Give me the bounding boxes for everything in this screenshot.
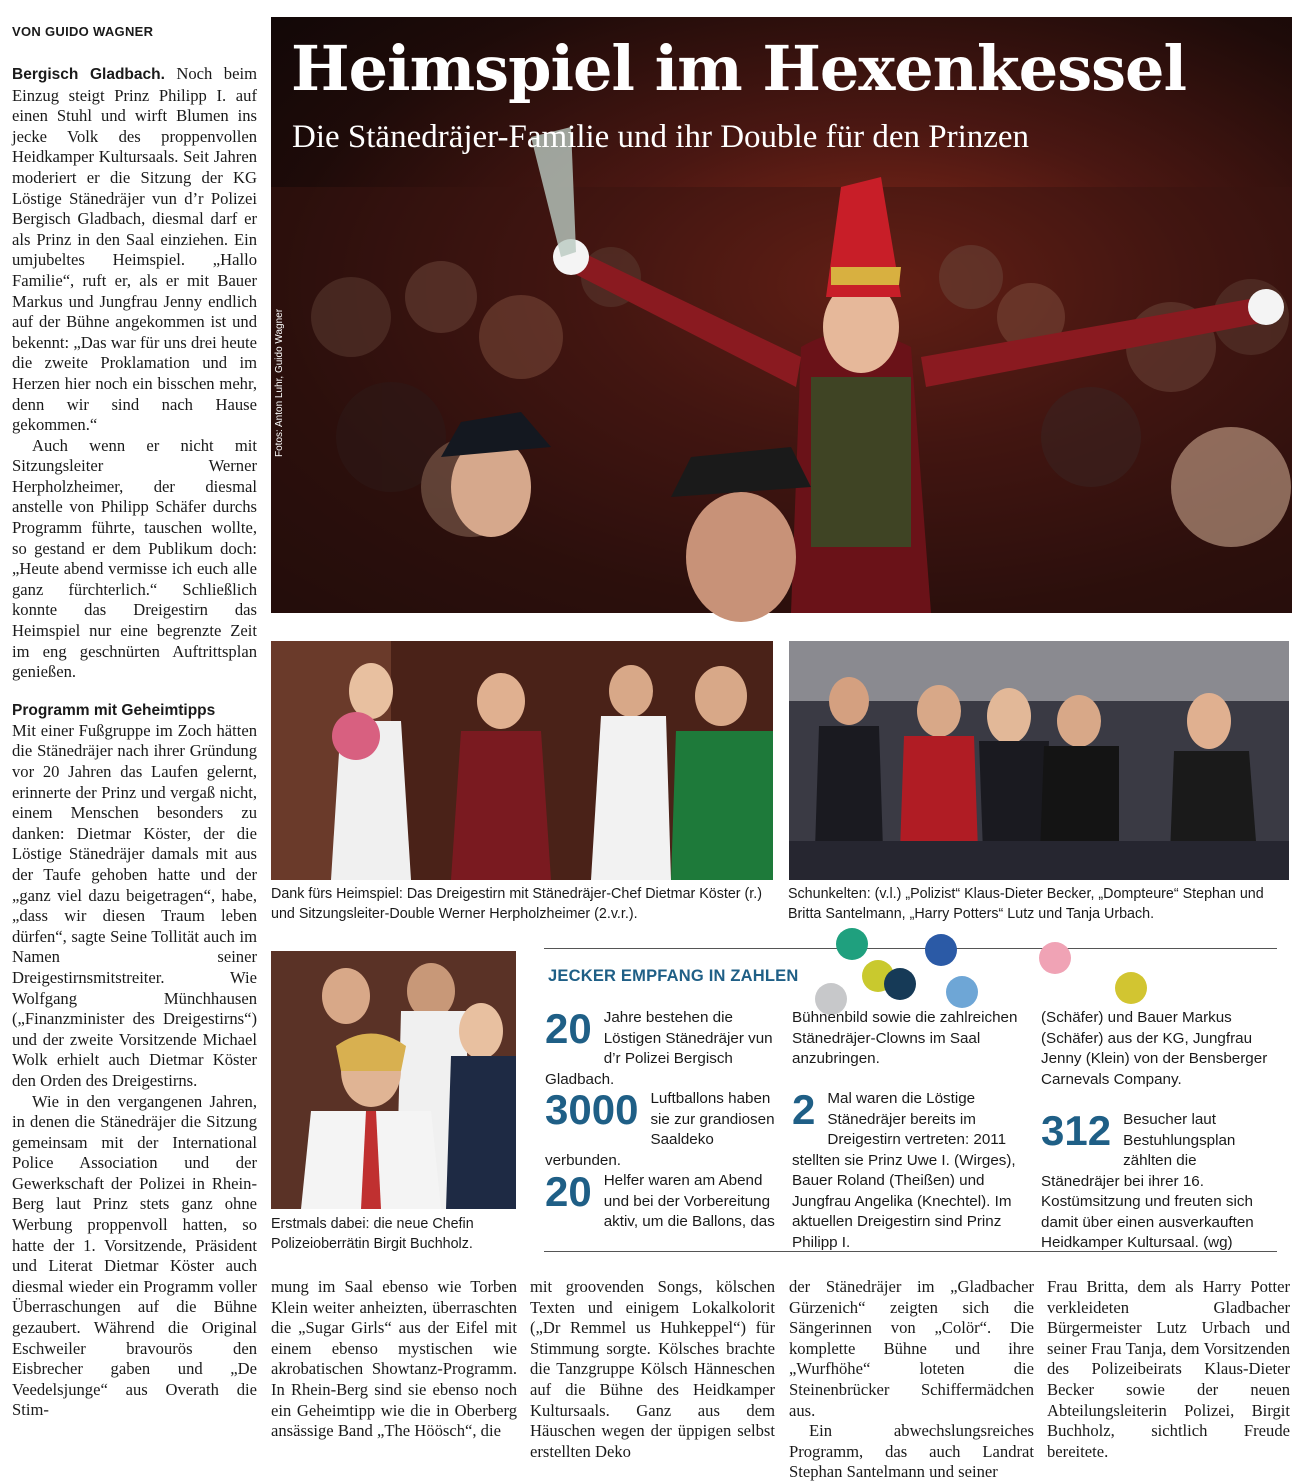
confetti-dot	[1039, 942, 1071, 974]
stat-helfer-continued: Bühnenbild sowie die zahlreichen Stänedräjer-Clowns im Saal anzubringen.	[792, 1009, 1018, 1067]
stat-helfer	[545, 1168, 782, 1233]
byline: VON GUIDO WAGNER	[12, 24, 154, 39]
paragraph-3: Mit einer Fußgruppe im Zoch hätten die Stänedräjer nach ihrer Gründung vor 20 Jahren das Laufen gelernt, erinnerte der Prinz und vergaß nicht, einem Menschen besonders zu danken: Dietmar Köster, der die Löstige Stänedräjer damals mit aus der Taufe gehoben hatte und der „ganz viel dazu beigetragen“, habe, „dass wir diesen Traum leben dürfen“, sagte Seine Tollität auch im Namen seiner Dreigestirnsmitstreiter. Wie Wolfgang Münchhausen („Finanzminister des Dreigestirns“) und der zweite Vorsitzende Michael Wolk erhielt auch Dietmar Köster den Orden des Dreigestirns.	[12, 720, 257, 1090]
confetti-dot	[884, 968, 916, 1000]
stat-dreigestirn	[792, 1086, 1032, 1253]
article-column-4	[789, 1277, 1034, 1483]
paragraph: der Stänedräjer im „Gladbacher Gürzenich“ zeigten sich die Sängerinnen von „Colör“. Die komplette Bühne und ihre „Wurfhöhe“ loteten die Steinenbrücker Schiffermädchen aus.	[789, 1277, 1034, 1420]
caption-photo-1: Dank fürs Heimspiel: Das Dreigestirn mit Stänedräjer-Chef Dietmar Köster (r.) und Sitzungsleiter-Double Werner Herpholzheimer (2.v.r.).	[271, 886, 763, 922]
article-column-2	[271, 1277, 517, 1442]
subheadline: Die Stänedräjer-Familie und ihr Double für den Prinzen	[292, 119, 1030, 155]
paragraph: mung im Saal ebenso wie Torben Klein weiter anheizten, überraschten die „Sugar Girls“ aus der Eifel mit einem ebenso mystischen wie akrobatischen Showtanz-Programm. In Rhein-Berg sind sie ebenso noch ein Geheimtipp wie die in Oberberg ansässige Band „The Höösch“, die	[271, 1277, 517, 1441]
stat-text: Besucher laut Bestuhlungsplan zählten die Stänedräjer bei ihrer 16. Kostümsitzung und freuten sich damit über einen ausverkauften Heidkamper Kultursaal. (wg)	[1041, 1111, 1254, 1251]
confetti-dot	[925, 934, 957, 966]
stat-number: 312	[1041, 1107, 1112, 1154]
stat-text: Helfer waren am Abend und bei der Vorbereitung aktiv, um die Ballons, das	[603, 1172, 775, 1230]
photo-buchholz	[271, 951, 516, 1209]
dateline: Bergisch Gladbach.	[12, 66, 165, 83]
confetti-dot	[1115, 972, 1147, 1004]
stat-number: 2	[792, 1086, 816, 1133]
paragraph-4: Wie in den vergangenen Jahren, in denen die Stänedräjer die Sitzung gemeinsam mit der International Police Association und der Gewerkschaft der Polizei in Rhein-Berg laut Prinz stets ganz ohne Werbung proppenvoll hatten, so hatte der 1. Vorsitzende, Präsident und Literat Dietmar Köster auch diesmal wieder ein Programm voller Überraschungen auf die Bühne gezaubert. Während die Original Eschweiler bravourös den Eisbrecher gaben und „De Veedelsjunge“ aus Overath die Stim-	[12, 1091, 257, 1420]
stat-jahre	[545, 1005, 782, 1090]
caption-photo-3: Erstmals dabei: die neue Chefin Polizeioberrätin Birgit Buchholz.	[271, 1216, 474, 1252]
photo-schunkelten-illustration	[789, 641, 1289, 880]
article-column-3	[530, 1277, 775, 1462]
photo-buchholz-illustration	[271, 951, 516, 1209]
subheading: Programm mit Geheimtipps	[12, 701, 216, 719]
stat-text: Jahre bestehen die Löstigen Stänedräjer vun d’r Polizei Bergisch Gladbach.	[545, 1009, 773, 1088]
hero-photo-illustration	[271, 17, 1292, 613]
hero-photo	[271, 17, 1292, 613]
paragraph: Frau Britta, dem als Harry Potter verkleideten Gladbacher Bürgermeister Lutz Urbach und seiner Frau Tanja, dem Vorsitzenden des Polizeibeirats Klaus-Dieter Becker sowie der neuen Abteilungsleiterin Polizei, Birgit Buchholz, sichtlich Freude bereitete.	[1047, 1277, 1290, 1461]
stat-text: Mal waren die Löstige Stänedräjer bereits im Dreigestirn vertreten: 2011 stellten sie Prinz Uwe I. (Wirges), Bauer Roland (Theißen) und Jungfrau Angelika (Knechtel). Im aktuellen Dreigestirn sind Prinz Philipp I.	[792, 1090, 1016, 1251]
confetti-dot	[836, 928, 868, 960]
paragraph: Ein abwechslungsreiches Programm, das auch Landrat Stephan Santelmann und seiner	[789, 1421, 1034, 1482]
article-column-1	[12, 64, 257, 1421]
confetti-dot	[946, 976, 978, 1008]
stat-dreigestirn-continued: (Schäfer) und Bauer Markus (Schäfer) aus der KG, Jungfrau Jenny (Klein) von der Bensberger Carnevals Company.	[1041, 1009, 1268, 1088]
stat-number: 20	[545, 1005, 592, 1052]
stat-text: Luftballons haben sie zur grandiosen Saaldeko verbunden.	[545, 1090, 775, 1169]
facts-box-title: JECKER EMPFANG IN ZAHLEN	[548, 967, 799, 985]
stat-number: 3000	[545, 1086, 639, 1133]
photo-schunkelten	[789, 641, 1289, 880]
photo-credit: Fotos: Anton Luhr, Guido Wagner	[274, 308, 285, 457]
paragraph: mit groovenden Songs, kölschen Texten und einigem Lokalkolorit („Dr Remmel us Huhkeppel“) für Stimmung sorgte. Kölsches brachte die Tanzgruppe Kölsch Hänneschen auf die Bühne des Heidkamper Kultursaals. Ganz aus dem Häuschen wegen der üppigen selbst erstellten Deko	[530, 1277, 775, 1461]
stat-number: 20	[545, 1168, 592, 1215]
stat-luftballons	[545, 1086, 782, 1171]
paragraph-2: Auch wenn er nicht mit Sitzungsleiter Werner Herpholzheimer, der diesmal anstelle von Philipp Schäfer durchs Programm führte, tauschen wollte, so gestand er dem Publikum doch: „Heute abend vermisse ich euch alle ganz fürchterlich.“ Schließlich konnte das Dreigestirn das Heimspiel nur eine begrenzte Zeit im eng geschnürten Auftrittsplan genießen.	[12, 435, 257, 682]
stat-besucher	[1041, 1107, 1277, 1254]
paragraph-1: Bergisch Gladbach. Noch beim Einzug steigt Prinz Philipp I. auf einen Stuhl und wirft Blumen ins jecke Volk des proppenvollen Heidkamper Kultursaals. Seit Jahren moderiert er die Sitzung der KG Löstige Stänedräjer vun d’r Polizei Bergisch Gladbach, diesmal darf er als Prinz in den Saal einziehen. Ein umjubeltes Heimspiel. „Hallo Familie“, ruft er, als er mit Bauer Markus und Jungfrau Jenny endlich auf der Bühne angekommen ist und bekennt: „Das war für uns drei heute die zweite Proklamation und im Herzen hier noch ein bisschen mehr, denn wir sind nach Hause gekommen.“	[12, 64, 257, 435]
photo-dreigestirn-illustration	[271, 641, 773, 880]
headline: Heimspiel im Hexenkessel	[291, 32, 1187, 105]
photo-dreigestirn	[271, 641, 773, 880]
caption-photo-2: Schunkelten: (v.l.) „Polizist“ Klaus-Dieter Becker, „Dompteure“ Stephan und Britta Santelmann, „Harry Potters“ Lutz und Tanja Urbach.	[788, 886, 1264, 922]
article-column-5	[1047, 1277, 1290, 1462]
